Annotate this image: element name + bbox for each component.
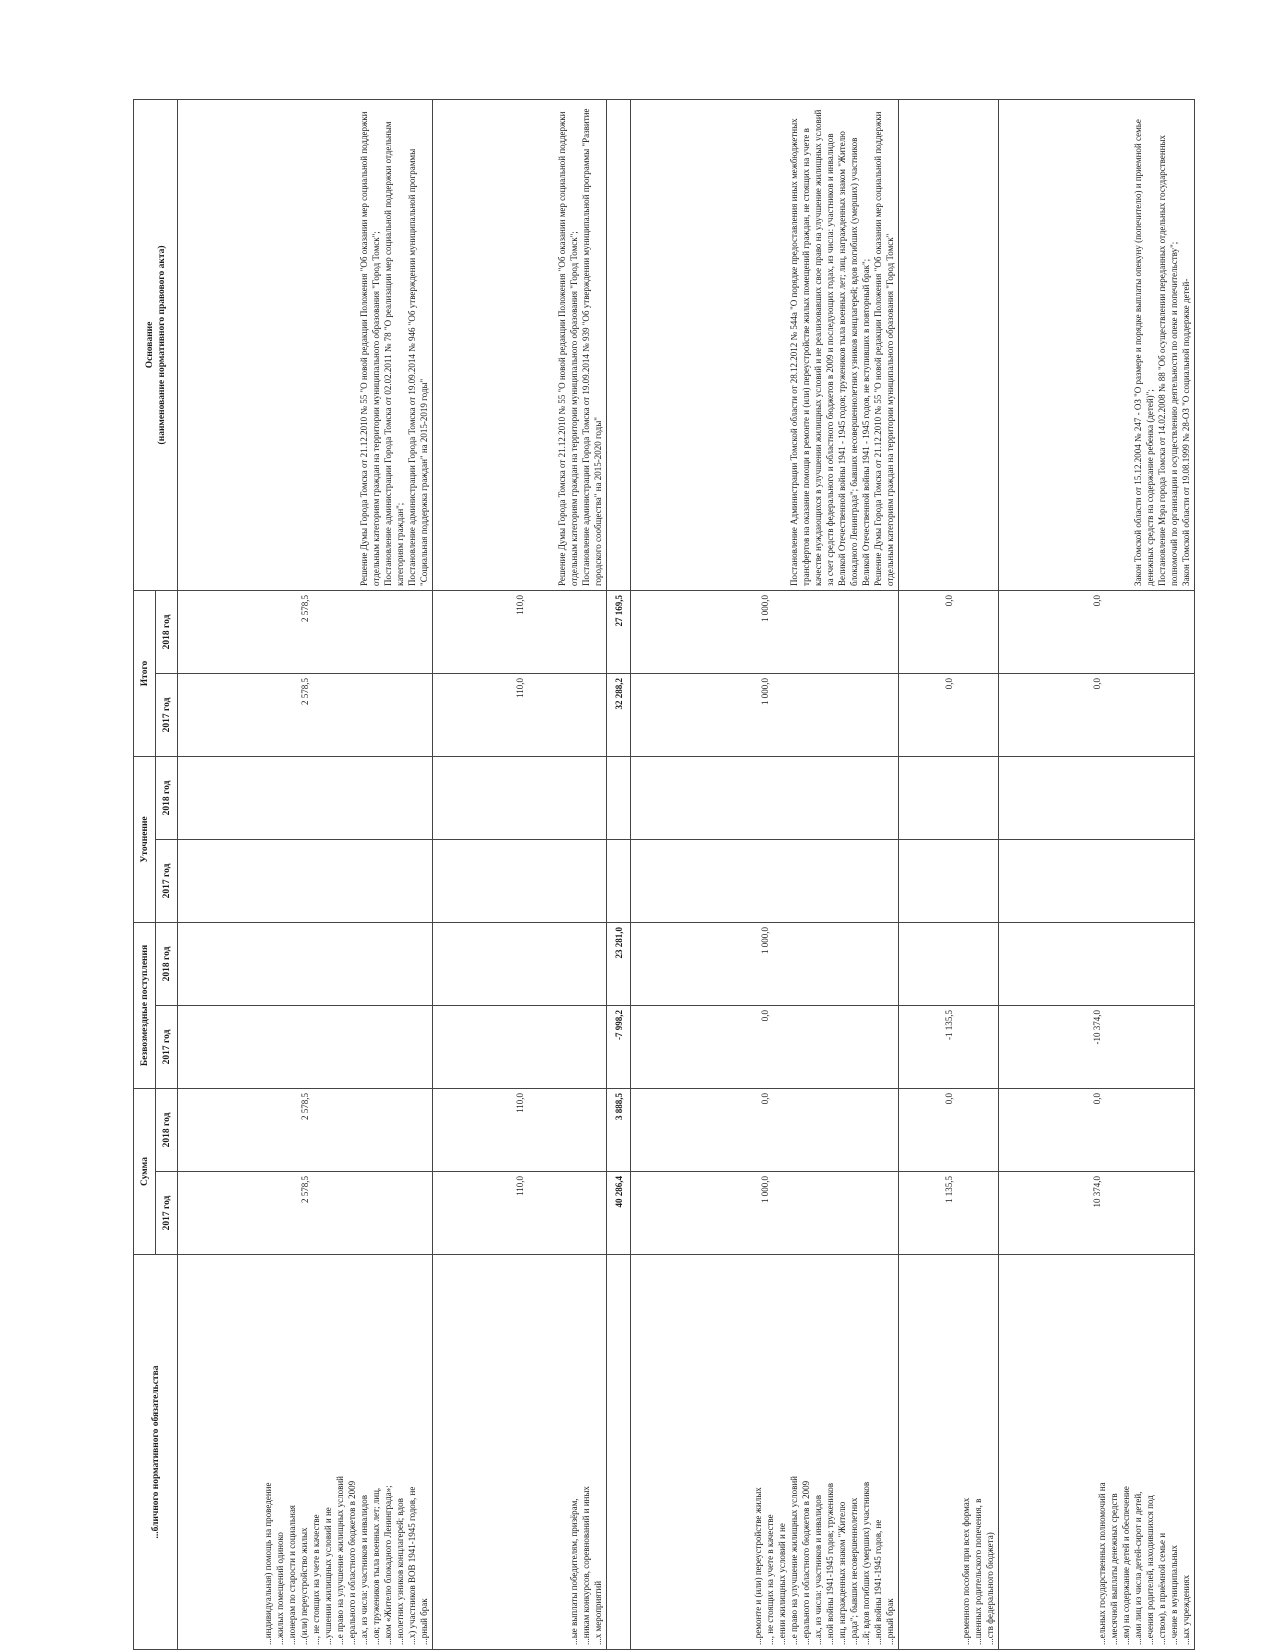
header-sum-2018: 2018 год	[156, 1088, 178, 1171]
table-row	[999, 99, 1195, 1649]
row-gratuitous-2018	[899, 922, 999, 1005]
header-basis-title: Основание	[144, 321, 155, 369]
row-refine-2018	[631, 756, 899, 839]
row-basis: Постановление Администрации Томской области от 28.12.2012 № 544а "О порядке предоставления иных межбюджетных трансфертов на оказание помощи в ремонте и (или) переустройстве жилых помещений граждан, не стоящих на учете в качестве нуждающихся в улучшении жилищных условий и не реализовавших свое право на улучшение жилищных условий за счет средств федерального и областного бюджетов в 2009 и последующих годах, из числа: участников и инвалидов Великой Отечественной войны 1941 - 1945 годов; тружеников тыла военных лет; лиц, награжденных знаком "Жителю блокадного Ленинграда"; бывших несовершеннолетних узников концлагерей; вдов погибших (умерших) участников Великой Отечественной войны 1941 - 1945 годов, не вступивших в повторный брак"; Решение Думы Города Томска от 21.12.2010 № 55 "О новой редакции Положения "Об оказании мер социальной поддержки отдельным категориям граждан на территории муниципального образования "Город Томск"	[631, 99, 899, 590]
header-total-2017: 2017 год	[156, 673, 178, 756]
row-gratuitous-2018: 23 281,0	[607, 922, 631, 1005]
row-refine-2017	[433, 839, 607, 922]
row-basis: Решение Думы Города Томска от 21.12.2010 № 55 "О новой редакции Положения "Об оказании мер социальной поддержки отдельным категориям граждан на территории муниципального образования "Город Томск"; Постановление администрации Города Томска от 19.09.2014 № 939 "Об утверждении муниципальной программы "Развитие городского сообщества" на 2015-2020 годы"	[433, 99, 607, 590]
header-total: Итого	[134, 590, 156, 756]
row-sum-2018: 2 578,5	[178, 1088, 433, 1171]
header-obligation: ...бличного нормативного обязательства	[134, 1255, 178, 1650]
table-row	[899, 99, 999, 1649]
header-refine: Уточнение	[134, 756, 156, 922]
row-refine-2018	[999, 756, 1195, 839]
header-sum-2017: 2017 год	[156, 1172, 178, 1255]
header-gratuitous-2017: 2017 год	[156, 1005, 178, 1088]
row-obligation-name: ...ельных государственных полномочий на ...месячной выплаты денежных средств ...ям) на содержание детей и обеспечение ...ами лиц из числа детей-сирот и детей, ...ечения родителей, находившихся под ...ством), в приёмной семье и ...чение в муниципальных ...ых учреждениях	[999, 1255, 1195, 1650]
row-obligation-name: ...ые выплаты победителям, призёрам, ...никам конкурсов, соревнований и иных ...х мероприятий	[433, 1255, 607, 1650]
row-sum-2017: 1 000,0	[631, 1172, 899, 1255]
row-refine-2017	[178, 839, 433, 922]
row-sum-2018: 0,0	[899, 1088, 999, 1171]
row-gratuitous-2018	[178, 922, 433, 1005]
header-total-2018: 2018 год	[156, 590, 178, 673]
row-obligation-name: ...индивидуальная) помощь на проведение ...жилых помещений одиноко ...ионерам по старости и социальная ...(или) переустройство жилых ..., не стоящих на учете в качестве ...учшении жилищных условий и не ...е право на улучшение жилищных условий ...ерального и областного бюджетов в 2009 ...ах, из числа: участников и инвалидов ...ов; тружеников тыла военных лет; лиц, ...ком «Жителю блокадного Ленинграда»; ...нолетних узников концлагерей; вдов ...х) участников ВОВ 1941-1945 годов, не ...рный брак	[178, 1255, 433, 1650]
header-basis	[134, 99, 178, 590]
row-total-2018: 0,0	[899, 590, 999, 673]
row-total-2018: 27 169,5	[607, 590, 631, 673]
row-total-2018: 0,0	[999, 590, 1195, 673]
row-sum-2017: 10 374,0	[999, 1172, 1195, 1255]
row-basis: Закон Томской области от 15.12.2004 № 247 - ОЗ "О размере и порядке выплаты опекуну (попечителю) и приемной семье денежных средств на содержание ребенка (детей)"; Постановление Мэра города Томска от 14.02.2008 № 88 "Об осуществлении переданных отдельных государственных полномочий по организации и осуществлению деятельности по опеке и попечительству"; Закон Томской области от 19.08.1999 № 28-ОЗ "О социальной поддержке детей-	[999, 99, 1195, 590]
row-total-2018: 1 000,0	[631, 590, 899, 673]
rotated-table-canvas	[133, 100, 1238, 1650]
row-sum-2018: 0,0	[999, 1088, 1195, 1171]
row-total-2017: 0,0	[999, 673, 1195, 756]
row-total-2017: 2 578,5	[178, 673, 433, 756]
row-obligation-name	[607, 1255, 631, 1650]
row-total-2018: 110,0	[433, 590, 607, 673]
header-gratuitous-2018: 2018 год	[156, 922, 178, 1005]
row-basis: Решение Думы Города Томска от 21.12.2010 № 55 "О новой редакции Положения "Об оказании мер социальной поддержки отдельным категориям граждан на территории муниципального образования "Город Томск"; Постановление администрации Города Томска от 02.02.2011 № 78 "О реализации мер социальной поддержки отдельным категориям граждан"; Постановление администрации Города Томска от 19.09.2014 № 946 "Об утверждении муниципальной программы "Социальная поддержка граждан" на 2015-2019 годы"	[178, 99, 433, 590]
table-row	[631, 99, 899, 1649]
header-gratuitous: Безвозмездные поступления	[134, 922, 156, 1088]
header-refine-2018: 2018 год	[156, 756, 178, 839]
row-refine-2017	[631, 839, 899, 922]
row-total-2017: 110,0	[433, 673, 607, 756]
budget-table	[133, 99, 1195, 1650]
row-refine-2017	[899, 839, 999, 922]
row-sum-2018: 3 888,5	[607, 1088, 631, 1171]
row-gratuitous-2017	[178, 1005, 433, 1088]
row-gratuitous-2017: 0,0	[631, 1005, 899, 1088]
row-obligation-name: ...ременного пособия при всех формах ...шенных родительского попечения, в ...ств федерального бюджета)	[899, 1255, 999, 1650]
row-sum-2018: 110,0	[433, 1088, 607, 1171]
row-gratuitous-2018	[433, 922, 607, 1005]
row-basis	[607, 99, 631, 590]
row-sum-2017: 110,0	[433, 1172, 607, 1255]
row-refine-2018	[433, 756, 607, 839]
row-gratuitous-2018	[999, 922, 1195, 1005]
row-gratuitous-2017: -10 374,0	[999, 1005, 1195, 1088]
table-row-subtotal	[607, 99, 631, 1649]
row-refine-2018	[899, 756, 999, 839]
row-sum-2017: 2 578,5	[178, 1172, 433, 1255]
row-refine-2018	[607, 756, 631, 839]
row-gratuitous-2017: -7 998,2	[607, 1005, 631, 1088]
header-refine-2017: 2017 год	[156, 839, 178, 922]
row-total-2017: 32 288,2	[607, 673, 631, 756]
table-row	[178, 99, 433, 1649]
row-sum-2017: 40 286,4	[607, 1172, 631, 1255]
header-basis-subtitle: (наименование нормативного правового акта)	[156, 245, 167, 445]
row-sum-2017: 1 135,5	[899, 1172, 999, 1255]
row-refine-2017	[999, 839, 1195, 922]
row-total-2018: 2 578,5	[178, 590, 433, 673]
row-total-2017: 0,0	[899, 673, 999, 756]
table-row	[433, 99, 607, 1649]
row-gratuitous-2017	[433, 1005, 607, 1088]
row-gratuitous-2017: -1 135,5	[899, 1005, 999, 1088]
row-total-2017: 1 000,0	[631, 673, 899, 756]
row-obligation-name: ...ремонте и (или) переустройстве жилых ..., не стоящих на учете в качестве ...ении жилищных условий и не ...е право на улучшение жилищных условий ...ерального и областного бюджетов в 2009 ...ах, из числа: участников и инвалидов ...ной войны 1941-1945 годов; тружеников ...иц, награжденных знаком "Жителю ...рада"; бывших несовершеннолетних ...й; вдов погибших (умерших) участников ...ной войны 1941-1945 годов, не ...рный брак	[631, 1255, 899, 1650]
row-refine-2017	[607, 839, 631, 922]
row-refine-2018	[178, 756, 433, 839]
row-basis	[899, 99, 999, 590]
header-sum: Сумма	[134, 1088, 156, 1254]
row-sum-2018: 0,0	[631, 1088, 899, 1171]
row-gratuitous-2018: 1 000,0	[631, 922, 899, 1005]
